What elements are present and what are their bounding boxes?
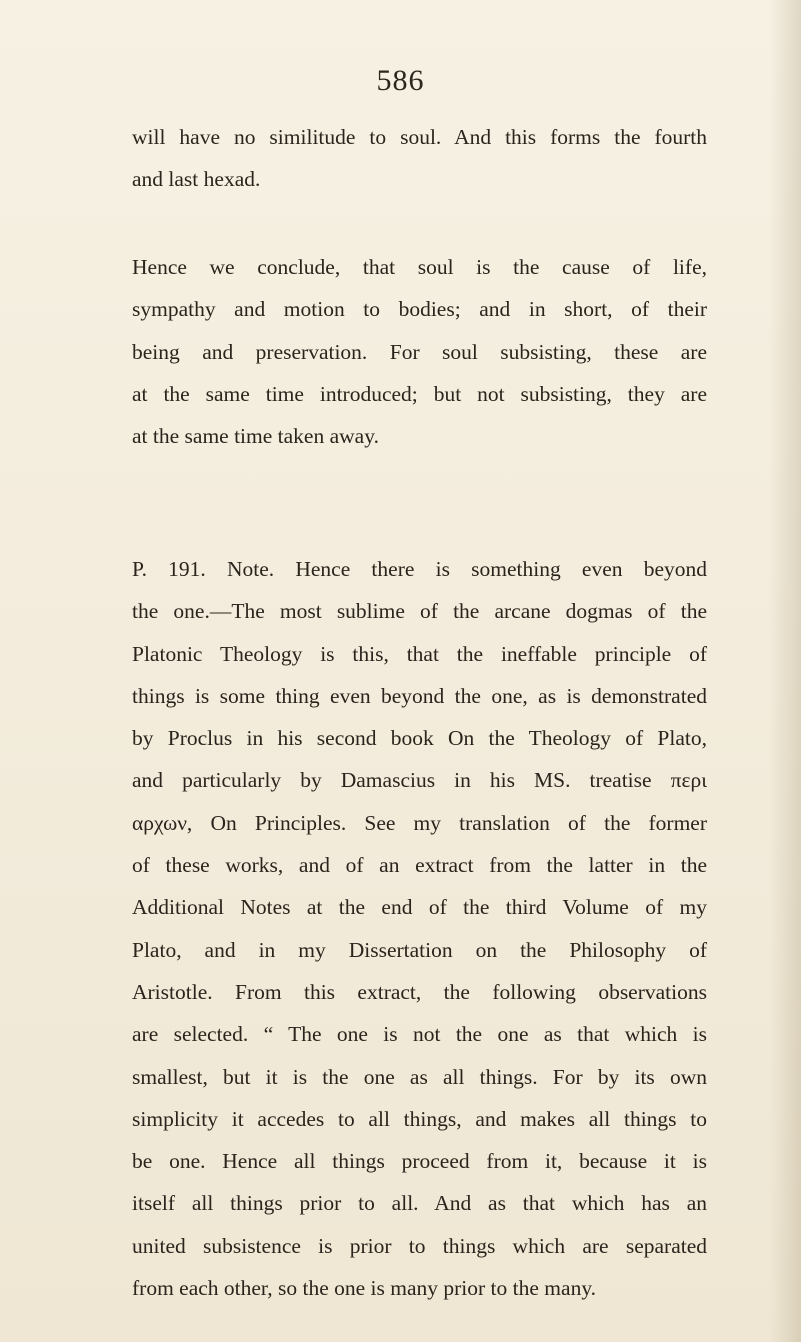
text-line: at the same time taken away. bbox=[132, 424, 379, 449]
text-line: sympathy and motion to bodies; and in short, of their bbox=[132, 297, 707, 322]
text-line: united subsistence is prior to things which are separated bbox=[132, 1233, 707, 1258]
text-line: simplicity it accedes to all things, and makes all things to bbox=[132, 1106, 707, 1131]
text-line: αρχων, On Principles. See my translation of the former bbox=[132, 810, 707, 835]
text-line: and particularly by Damascius in his MS. treatise περι bbox=[132, 768, 707, 793]
text-line: from each other, so the one is many prior to the many. bbox=[132, 1276, 597, 1301]
text-line: and last hexad. bbox=[132, 167, 261, 192]
text-line: smallest, but it is the one as all things. For by its own bbox=[132, 1064, 707, 1089]
text-line: the one.—The most sublime of the arcane dogmas of the bbox=[132, 599, 707, 624]
text-line: Plato, and in my Dissertation on the Philosophy of bbox=[132, 937, 707, 962]
text-line: Aristotle. From this extract, the following observations bbox=[132, 979, 707, 1004]
text-line: Additional Notes at the end of the third Volume of my bbox=[132, 895, 707, 920]
text-line: at the same time introduced; but not subsisting, they are bbox=[132, 381, 707, 406]
page-number: 586 bbox=[376, 64, 425, 97]
text-line: being and preservation. For soul subsisting, these are bbox=[132, 339, 707, 364]
paragraph-2 bbox=[132, 246, 707, 457]
text-line: by Proclus in his second book On the Theology of Plato, bbox=[132, 726, 707, 751]
text-line: be one. Hence all things proceed from it, because it is bbox=[132, 1149, 707, 1174]
text-line: things is some thing even beyond the one, as is demonstrated bbox=[132, 683, 707, 708]
text-line: P. 191. Note. Hence there is something even beyond bbox=[132, 557, 707, 581]
text-line: Platonic Theology is this, that the ineffable principle of bbox=[132, 641, 707, 666]
text-line: itself all things prior to all. And as that which has an bbox=[132, 1191, 707, 1216]
text-line: of these works, and of an extract from the latter in the bbox=[132, 853, 707, 878]
paragraph-3 bbox=[132, 548, 707, 1309]
text-line: will have no similitude to soul. And this forms the fourth bbox=[132, 125, 707, 149]
text-line: are selected. “ The one is not the one as that which is bbox=[132, 1022, 707, 1047]
paragraph-1 bbox=[132, 116, 707, 201]
text-line: Hence we conclude, that soul is the cause of life, bbox=[132, 255, 707, 279]
